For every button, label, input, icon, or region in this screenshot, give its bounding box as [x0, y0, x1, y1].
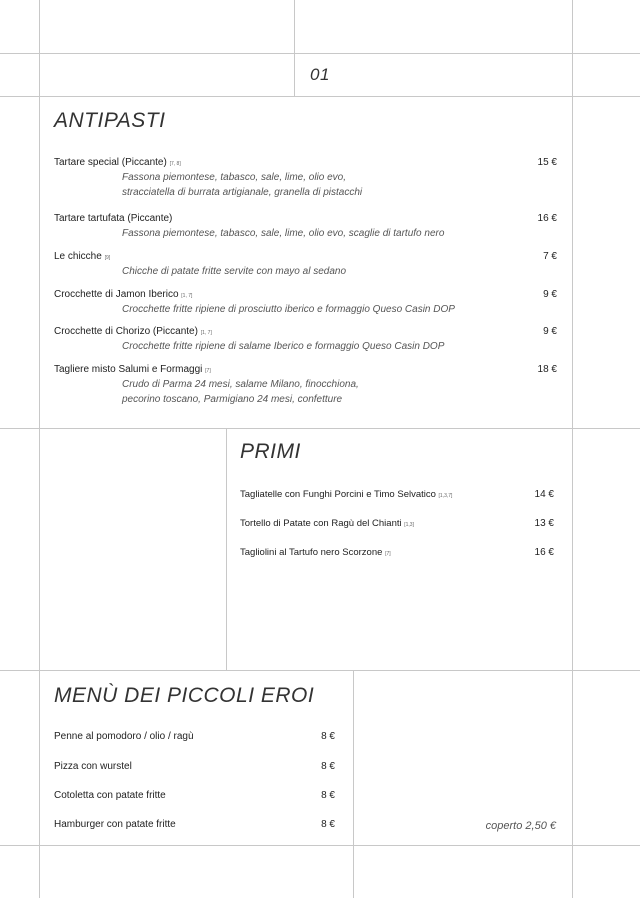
allergen-tag: [9]	[104, 255, 111, 261]
menu-item-name	[54, 157, 181, 168]
item-name: Le chicche	[54, 251, 102, 262]
item-price: 8 €	[321, 731, 335, 742]
item-price: 8 €	[321, 819, 335, 830]
item-price: 7 €	[543, 251, 557, 262]
divider	[294, 0, 295, 96]
allergen-tag: [7]	[385, 551, 391, 557]
menu-item-name	[240, 489, 452, 500]
item-name: Crocchette di Chorizo (Piccante)	[54, 326, 198, 337]
primi-title: PRIMI	[240, 440, 301, 463]
item-name: Tartare special (Piccante)	[54, 157, 167, 168]
divider	[0, 670, 640, 671]
menu-item-name	[54, 251, 110, 262]
coperto-note: coperto 2,50 €	[485, 820, 556, 832]
item-price: 15 €	[537, 157, 557, 168]
kids-item-name: Pizza con wurstel	[54, 761, 132, 772]
allergen-tag: [1,3,7]	[438, 493, 453, 499]
item-description: pecorino toscano, Parmigiano 24 mesi, confetture	[122, 394, 343, 405]
item-price: 16 €	[537, 213, 557, 224]
item-price: 13 €	[534, 518, 554, 529]
item-description: Fassona piemontese, tabasco, sale, lime, olio evo,	[122, 172, 347, 183]
allergen-tag: [1,3]	[404, 522, 414, 528]
kids-item-name: Cotoletta con patate fritte	[54, 790, 166, 801]
antipasti-title: ANTIPASTI	[54, 109, 166, 132]
menu-item-name	[54, 213, 172, 224]
page-number: 01	[310, 65, 330, 84]
item-description: stracciatella di burrata artigianale, granella di pistacchi	[122, 187, 363, 198]
kids-item-name: Hamburger con patate fritte	[54, 819, 176, 830]
divider	[0, 96, 640, 97]
divider	[0, 428, 640, 429]
item-description: Crocchette fritte ripiene di salame Iberico e formaggio Queso Casin DOP	[122, 341, 445, 352]
item-price: 16 €	[534, 547, 554, 558]
item-price: 9 €	[543, 326, 557, 337]
item-price: 18 €	[537, 364, 557, 375]
item-price: 8 €	[321, 790, 335, 801]
menu-item-name	[54, 289, 192, 300]
allergen-tag: [7, 8]	[169, 161, 181, 167]
item-description: Chicche di patate fritte servite con mayo al sedano	[122, 266, 347, 277]
item-description: Fassona piemontese, tabasco, sale, lime, olio evo, scaglie di tartufo nero	[122, 228, 445, 239]
allergen-tag: [7]	[205, 368, 211, 374]
item-name: Tagliolini al Tartufo nero Scorzone	[240, 547, 383, 558]
item-name: Tartare tartufata (Piccante)	[54, 213, 173, 224]
item-price: 9 €	[543, 289, 557, 300]
item-name: Tortello di Patate con Ragù del Chianti	[240, 518, 402, 529]
divider	[226, 428, 227, 670]
menu-item-name	[54, 364, 211, 375]
kids-menu-title: MENÙ DEI PICCOLI EROI	[54, 684, 315, 707]
item-price: 14 €	[534, 489, 554, 500]
allergen-tag: [1, 7]	[200, 330, 212, 336]
divider	[0, 53, 640, 54]
divider	[572, 0, 573, 898]
item-price: 8 €	[321, 761, 335, 772]
allergen-tag: [1, 7]	[181, 293, 193, 299]
item-name: Tagliatelle con Funghi Porcini e Timo Selvatico	[240, 489, 436, 500]
menu-item-name	[54, 326, 212, 337]
divider	[39, 0, 40, 898]
kids-item-name: Penne al pomodoro / olio / ragù	[54, 731, 194, 742]
item-description: Crocchette fritte ripiene di prosciutto iberico e formaggio Queso Casin DOP	[122, 304, 455, 315]
item-description: Crudo di Parma 24 mesi, salame Milano, finocchiona,	[122, 379, 359, 390]
menu-item-name	[240, 547, 391, 558]
divider	[0, 845, 640, 846]
menu-item-name	[240, 518, 414, 529]
item-name: Tagliere misto Salumi e Formaggi	[54, 364, 203, 375]
divider	[353, 670, 354, 898]
item-name: Crocchette di Jamon Iberico	[54, 289, 179, 300]
